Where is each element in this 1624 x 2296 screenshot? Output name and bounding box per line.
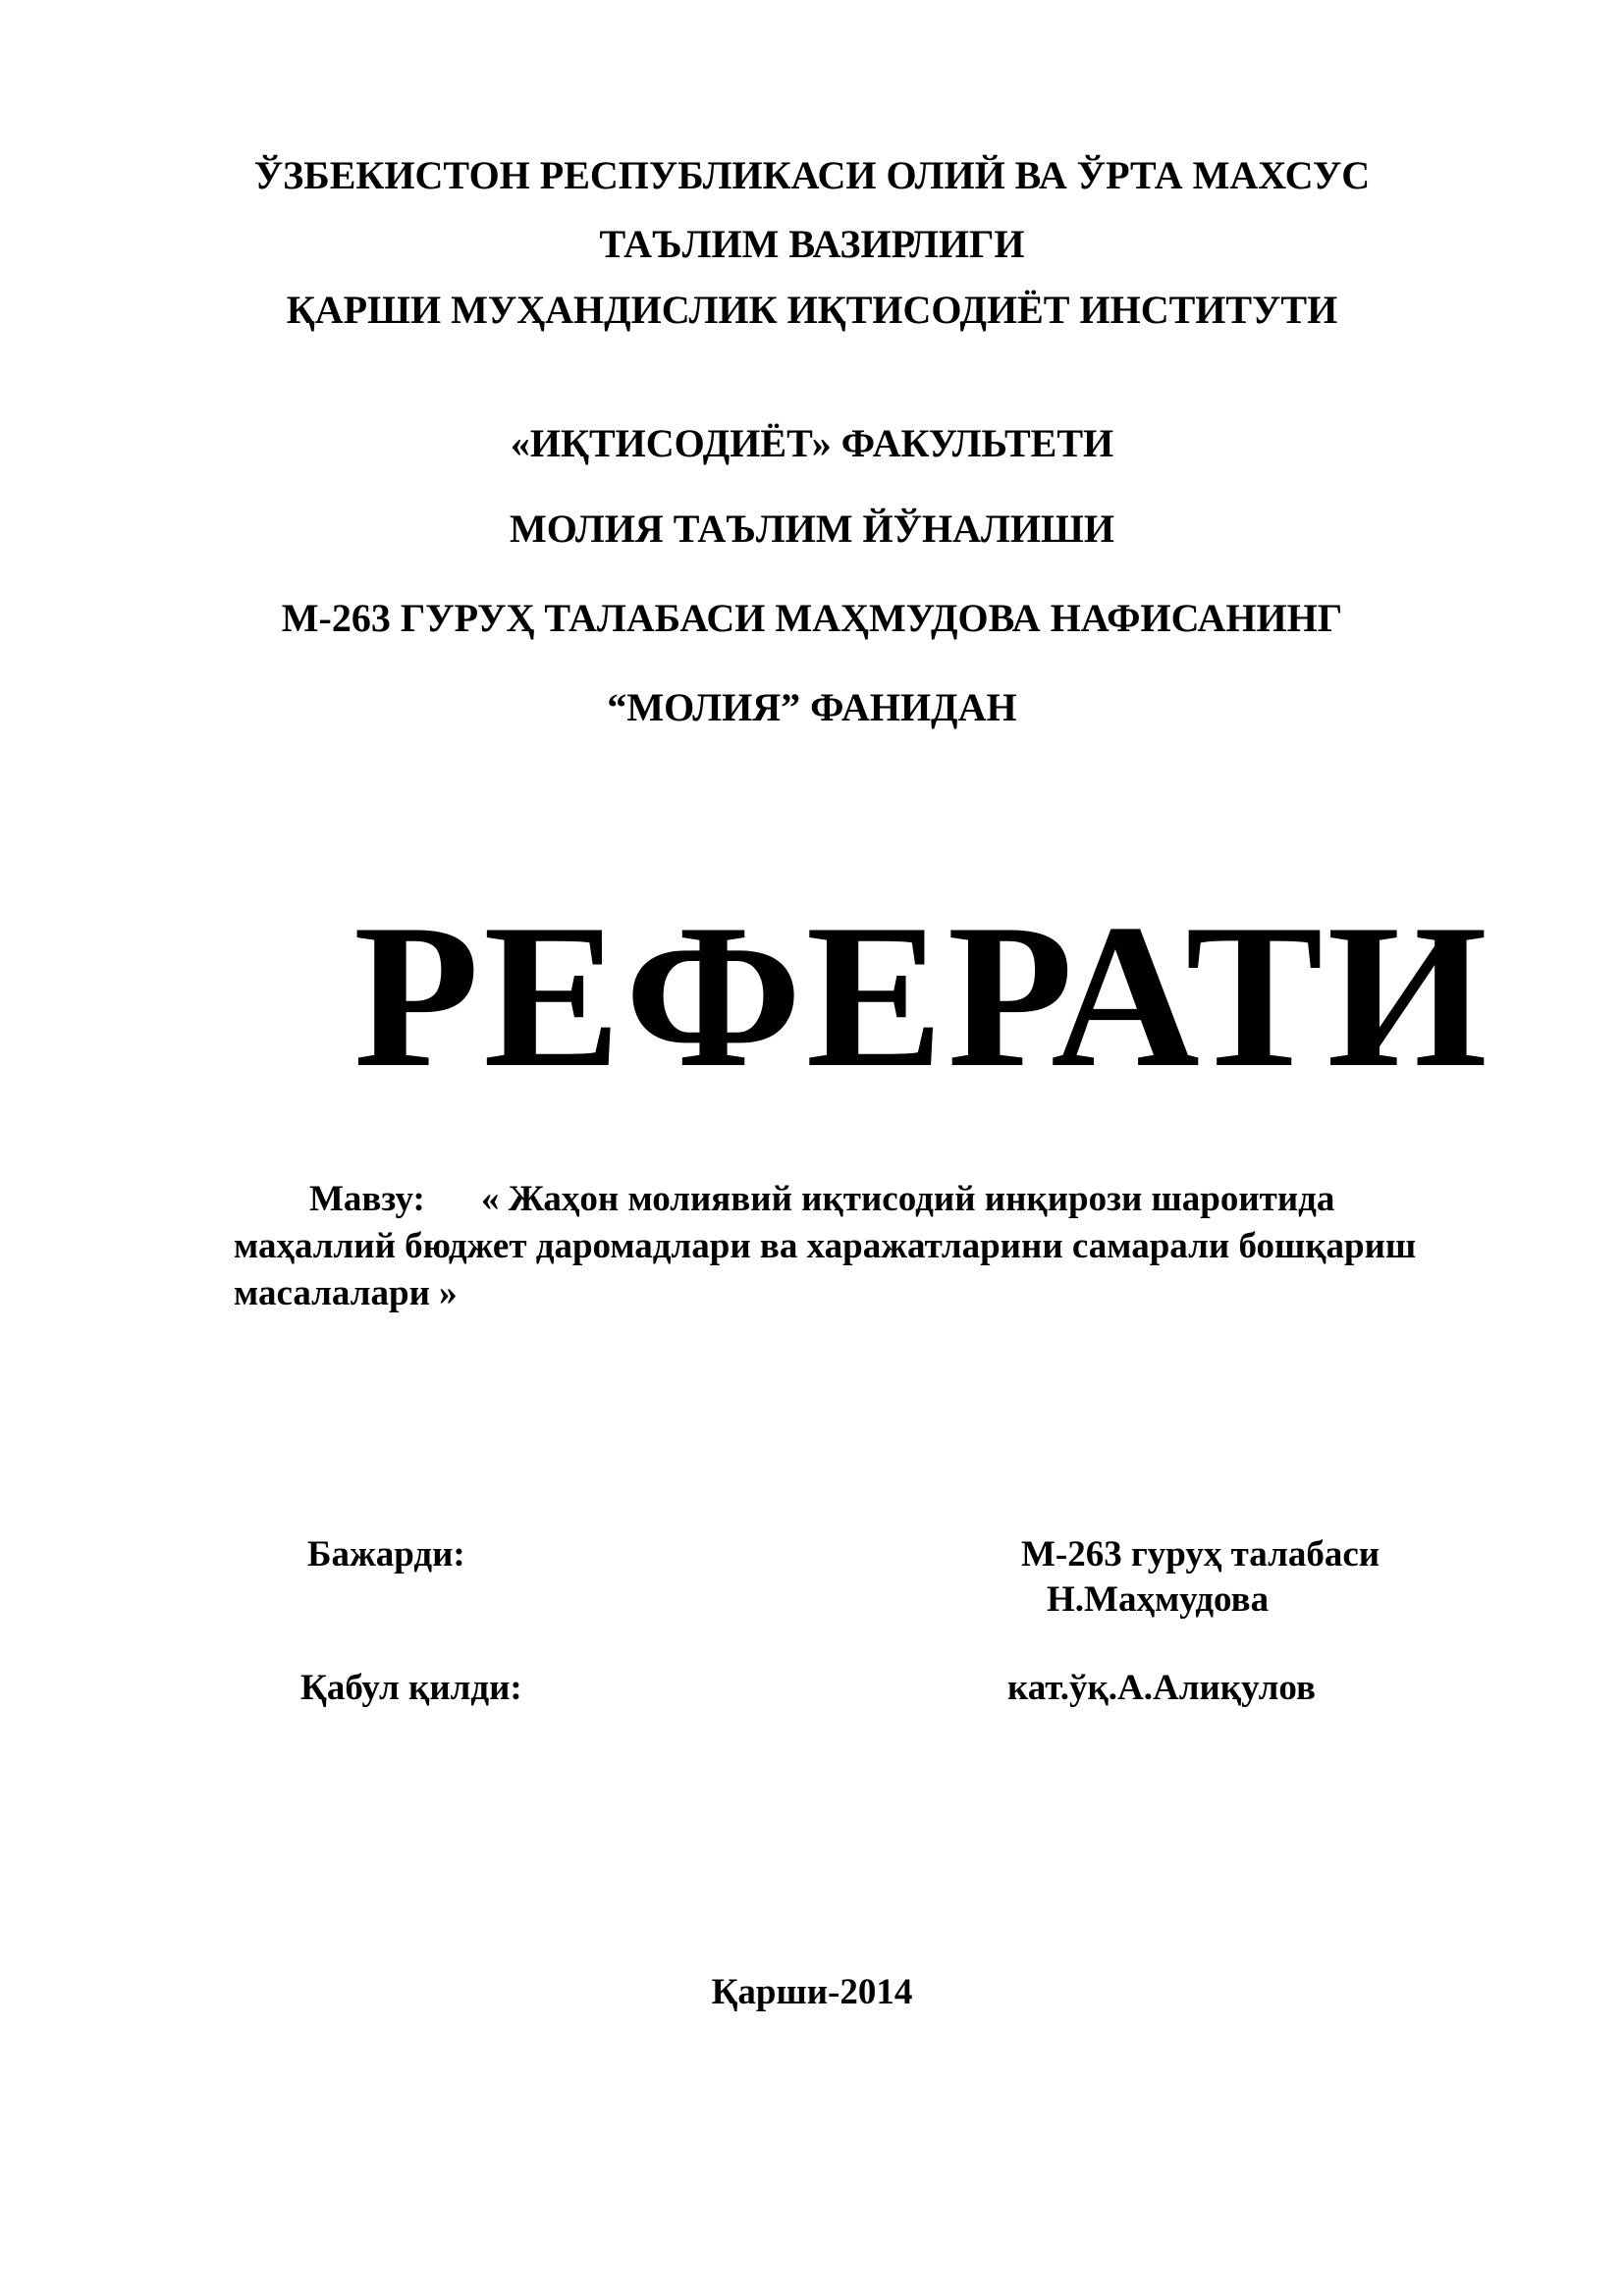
topic-line-2: маҳаллий бюджет даромадлари ва харажатларини самарали бошқариш	[234, 1226, 1417, 1266]
performed-label: Бажарди:	[307, 1534, 465, 1575]
student-line: М-263 ГУРУҲ ТАЛАБАСИ МАҲМУДОВА НАФИСАНИНГ	[281, 596, 1343, 640]
city-year: Қарши-2014	[711, 1972, 913, 2012]
accepted-name: кат.ўқ.А.Алиқулов	[1007, 1668, 1316, 1708]
performed-name: Н.Маҳмудова	[1047, 1579, 1270, 1620]
direction-name: МОЛИЯ ТАЪЛИМ ЙЎНАЛИШИ	[510, 507, 1114, 551]
accepted-label: Қабул қилди:	[300, 1668, 522, 1708]
topic-line-1: « Жаҳон молиявий иқтисодий инқирози шароитида	[481, 1179, 1335, 1219]
faculty-name: «ИҚТИСОДИЁТ» ФАКУЛЬТЕТИ	[510, 421, 1114, 465]
document-type-title: РЕФЕРАТИ	[353, 882, 1491, 1110]
institute-name: ҚАРШИ МУҲАНДИСЛИК ИҚТИСОДИЁТ ИНСТИТУТИ	[286, 288, 1338, 332]
topic-line-3: масалалари »	[234, 1273, 458, 1313]
subject-line: “МОЛИЯ” ФАНИДАН	[607, 685, 1017, 729]
ministry-line-2: ТАЪЛИМ ВАЗИРЛИГИ	[599, 222, 1025, 266]
performed-group: М-263 гуруҳ талабаси	[1021, 1534, 1380, 1575]
topic-label: Мавзу:	[309, 1179, 425, 1219]
ministry-line-1: ЎЗБЕКИСТОН РЕСПУБЛИКАСИ ОЛИЙ ВА ЎРТА МАХСУС	[253, 153, 1371, 197]
